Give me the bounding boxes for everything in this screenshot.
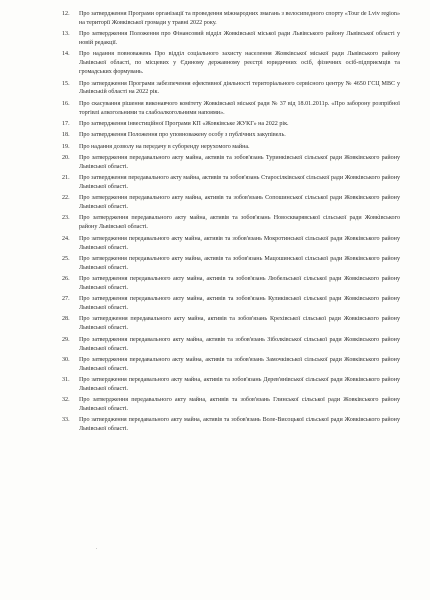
agenda-item-text: Про скасування рішення виконавчого комітету Жовківської міської ради № 37 від 18.01.2011р. «Про заборону розпрібної торгівлі алкогольними та слабоалкогольними напоями». (79, 100, 400, 116)
agenda-item (62, 131, 400, 140)
agenda-item-text: Про затвердження Положення про уповноважену особу з публічних закупівель. (79, 132, 286, 139)
agenda-item (62, 120, 400, 129)
agenda-item-text: Про затвердження інвестиційної Програми КП «Жовківське ЖУКГ» на 2022 рік. (79, 120, 289, 127)
agenda-item-number: 28. (62, 316, 70, 323)
agenda-item-number: 21. (62, 175, 70, 182)
agenda-item-text: Про затвердження Програми організації та проведення міжнародних змагань з велосипедного спорту «Tour de Lviv region» на території Жовківської громади у травні 2022 року. (79, 11, 400, 26)
agenda-item-text: Про затвердження Програми забезпечення ефективної діяльності територіального сервісного центру № 4650 ГСЦ МВС у Львівській області на 2022 рік. (79, 80, 400, 96)
agenda-item (62, 10, 400, 28)
agenda-item-number: 13. (62, 31, 70, 38)
agenda-item-number: 31. (62, 377, 70, 384)
agenda-item-text: Про затвердження передавального акту майна, активів та зобов'язань Дерев'янівської сільської ради Жовківського району Львівської області. (79, 377, 400, 392)
agenda-item-text: Про затвердження передавального акту майна, активів та зобов'язань Воле-Висоцької сільської ради Жовківського району Львівської області. (79, 417, 400, 433)
agenda-item-number: 19. (62, 143, 70, 150)
agenda-item-number: 27. (62, 296, 70, 303)
agenda-item (62, 235, 400, 253)
agenda-item-number: 30. (62, 356, 70, 363)
agenda-item-number: 12. (62, 11, 70, 17)
agenda-item-text: Про затвердження передавального акту майна, активів та зобов'язань Сопошинської сільської ради Жовківського району Львівської області. (79, 195, 400, 211)
agenda-item-number: 26. (62, 276, 70, 283)
agenda-item-number: 23. (62, 215, 70, 222)
agenda-item-number: 16. (62, 100, 70, 107)
agenda-item-number: 33. (62, 417, 70, 424)
agenda-item-number: 17. (62, 120, 70, 127)
agenda-item-text: Про затвердження передавального акту майна, активів та зобов'язань Зіболківської сільської ради Жовківського району Львівської області. (79, 336, 400, 352)
agenda-list (62, 10, 400, 434)
scan-speck (96, 548, 97, 549)
agenda-item (62, 315, 400, 333)
agenda-item (62, 154, 400, 172)
agenda-item-text: Про затвердження передавального акту майна, активів та зобов'язань Глинської сільської ради Жовківського району Львівської області. (79, 397, 400, 413)
agenda-item-text: Про затвердження передавального акту майна, активів та зобов'язань Новоскварявської сільської ради Жовківського району Львівської області. (79, 215, 400, 231)
agenda-item-text: Про надання дозволу на передачу в суборенду нерухомого майна. (79, 143, 250, 150)
agenda-item (62, 356, 400, 374)
agenda-item (62, 376, 400, 394)
agenda-item-text: Про затвердження передавального акту майна, активів та зобов'язань Любельської сільської ради Жовківського району Львівської області. (79, 276, 400, 291)
agenda-item-number: 15. (62, 80, 70, 87)
agenda-item-number: 24. (62, 235, 70, 242)
agenda-item-number: 18. (62, 132, 70, 139)
agenda-item-text: Про надання повноважень Про відділ соціального захисту населення Жовківської міської ради Львівського району Львівської області, по місцевих у Єдиному державному реєстрі юридичних осіб, фізичних осіб-підприємців та громадських формувань. (79, 51, 400, 76)
agenda-item (62, 275, 400, 293)
agenda-item (62, 396, 400, 414)
agenda-item (62, 30, 400, 48)
agenda-item (62, 336, 400, 354)
agenda-item-number: 29. (62, 336, 70, 343)
agenda-item (62, 100, 400, 118)
agenda-item-text: Про затвердження передавального акту майна, активів та зобов'язань Крехівської сільської ради Жовківського району Львівської області. (79, 316, 400, 332)
agenda-item-text: Про затвердження передавального акту майна, активів та зобов'язань Туринківської сільської ради Жовківського району Львівської області. (79, 154, 400, 170)
agenda-item (62, 194, 400, 212)
agenda-item (62, 255, 400, 273)
agenda-item (62, 80, 400, 98)
agenda-item-text: Про затвердження передавального акту майна, активів та зобов'язань Мацошинської сільської ради Жовківського району Львівської області. (79, 255, 400, 271)
agenda-item (62, 174, 400, 192)
agenda-item-text: Про затвердження передавального акту майна, активів та зобов'язань Замочківської сільської ради Жовківського району Львівської області. (79, 356, 400, 372)
agenda-item (62, 143, 400, 152)
agenda-item (62, 295, 400, 313)
agenda-item-number: 14. (62, 51, 70, 58)
agenda-item-number: 25. (62, 255, 70, 262)
agenda-item-number: 32. (62, 397, 70, 404)
agenda-item (62, 214, 400, 232)
agenda-item-text: Про затвердження передавального акту майна, активів та зобов'язань Мокротинської сільської ради Жовківського району Львівської області. (79, 235, 400, 251)
agenda-item-text: Про затвердження Положення про Фінансовий відділ Жовківської міської ради Львівського району Львівської області у новій редакції. (79, 31, 400, 47)
agenda-item-text: Про затвердження передавального акту майна, активів та зобов'язань Куликівської сільської ради Жовківського району Львівської області. (79, 296, 400, 312)
agenda-item (62, 416, 400, 434)
agenda-item (62, 50, 400, 77)
agenda-item-number: 20. (62, 154, 70, 161)
scan-speck (378, 214, 379, 215)
agenda-item-number: 22. (62, 195, 70, 202)
agenda-item-text: Про затвердження передавального акту майна, активів та зобов'язань Старосілківської сільської ради Жовківського району Львівської області. (79, 175, 400, 190)
